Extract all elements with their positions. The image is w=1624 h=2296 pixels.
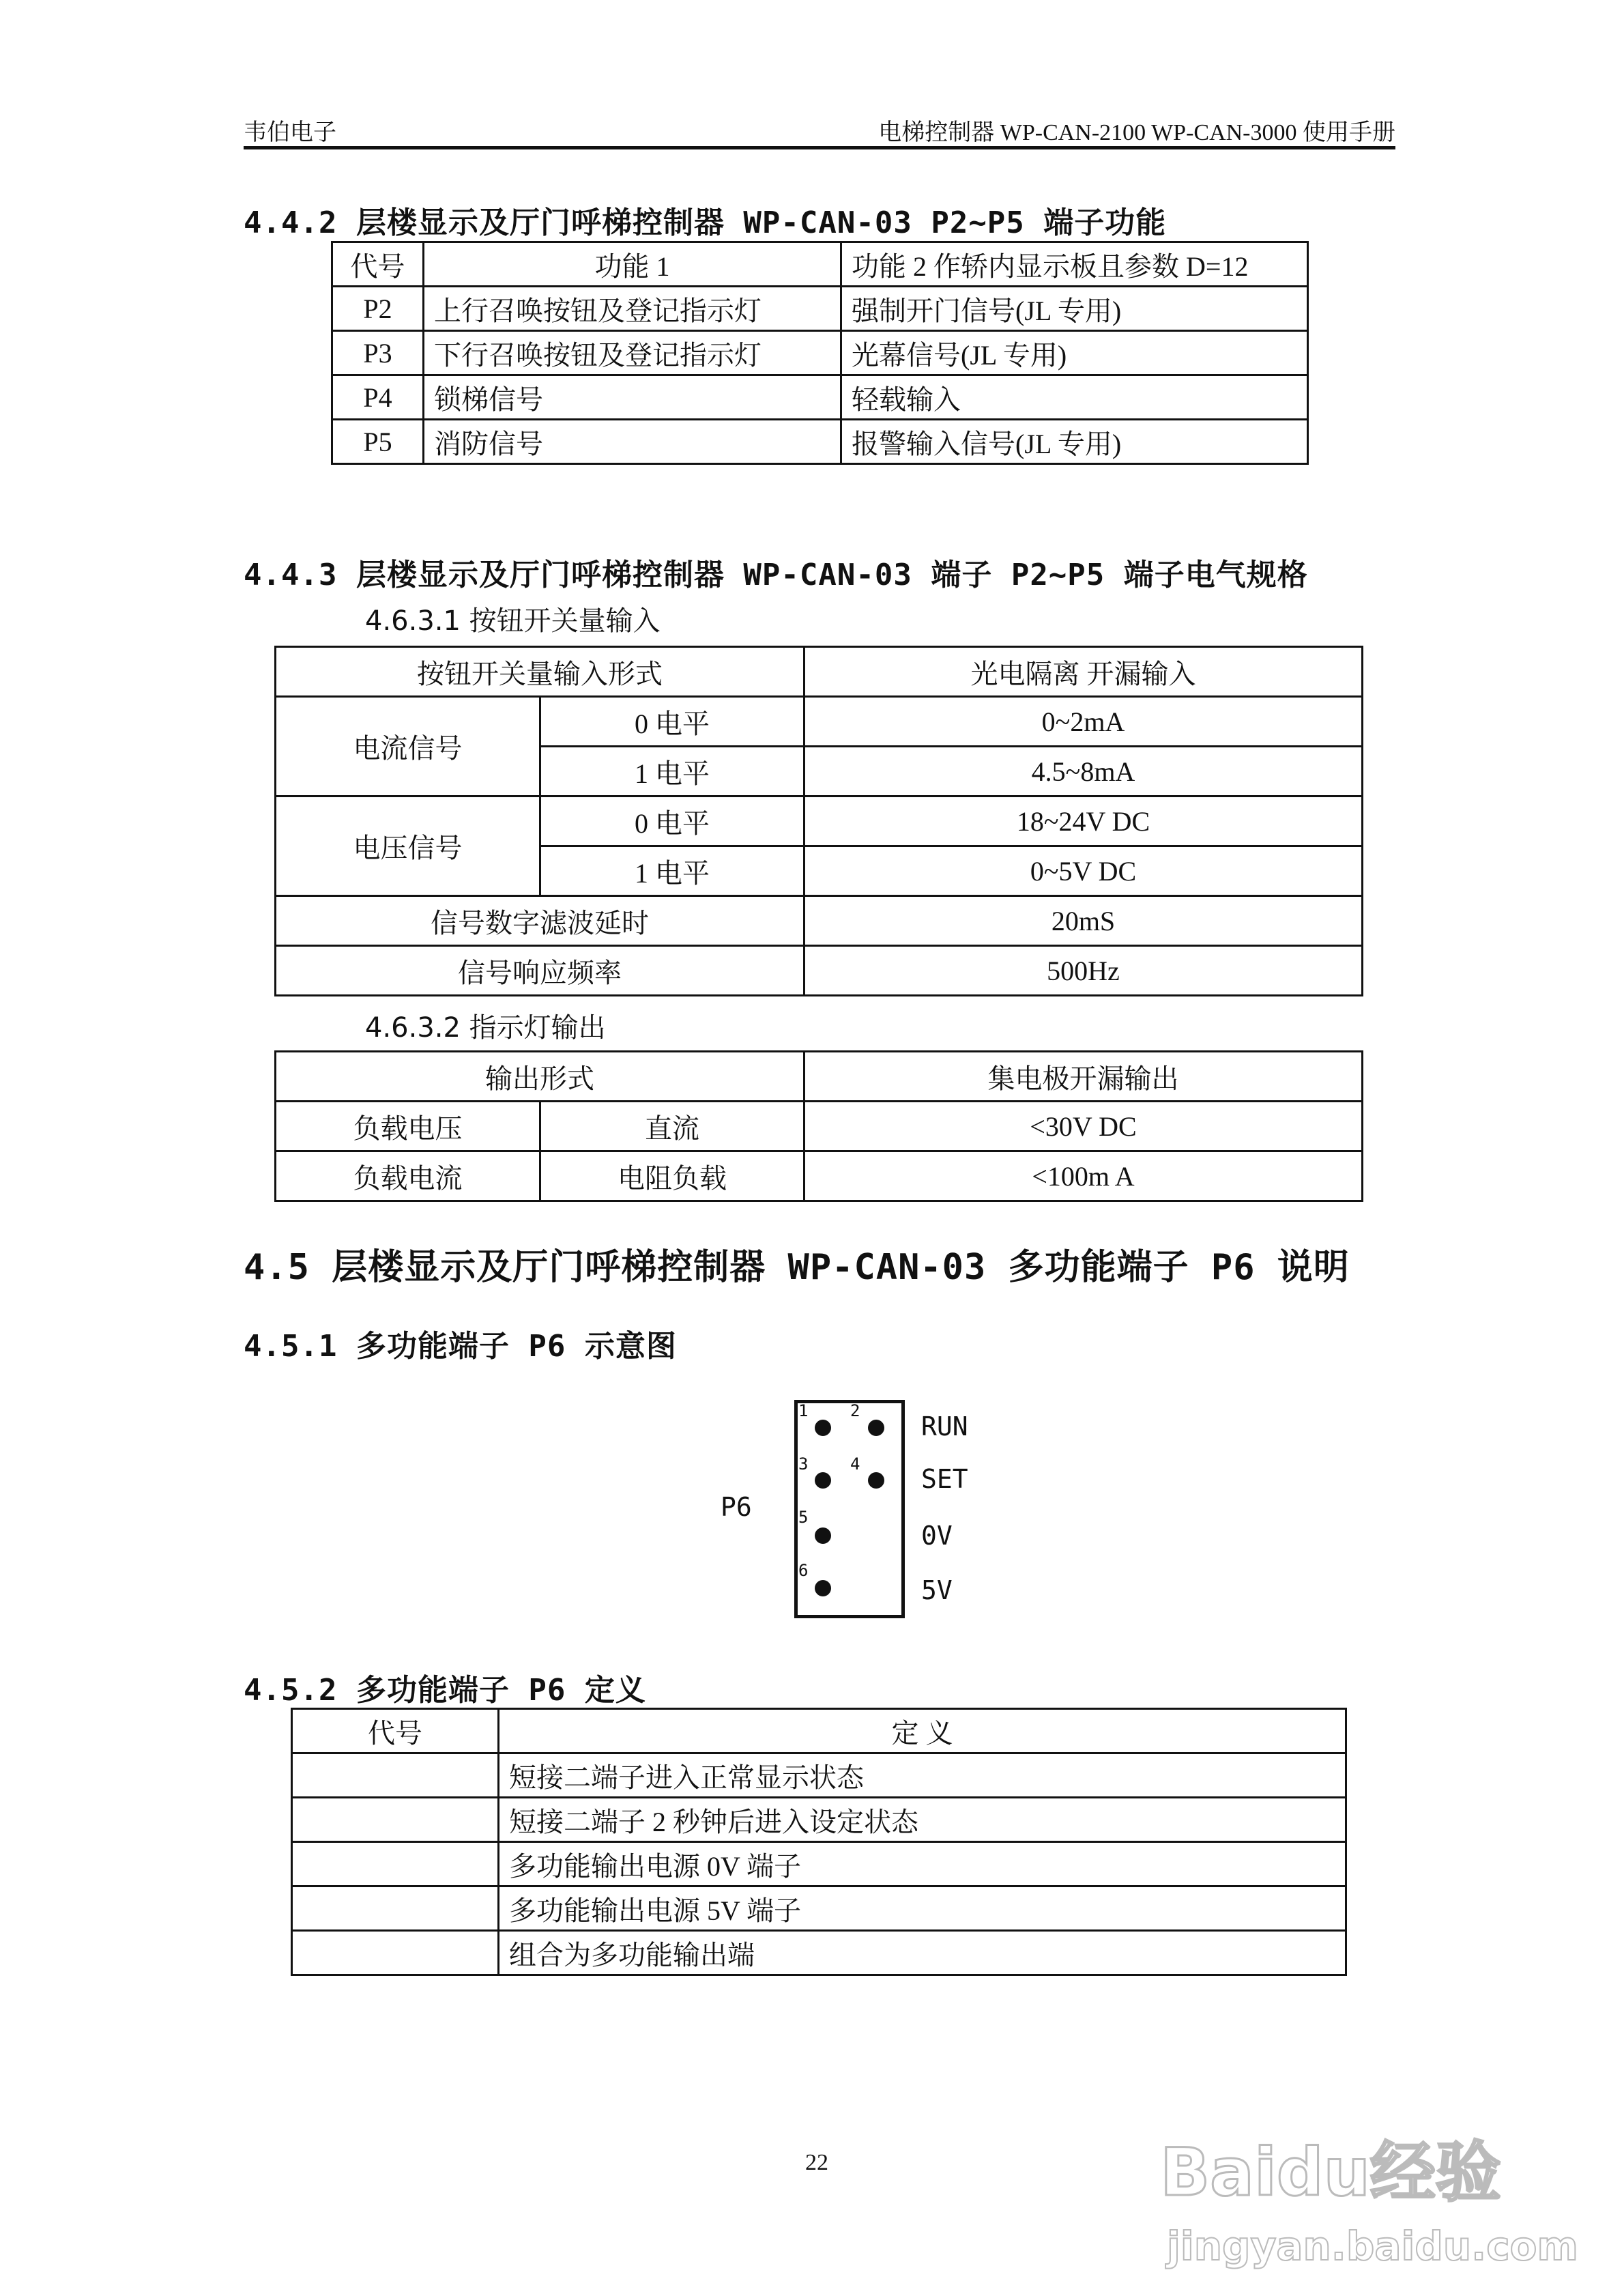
table-row: [292, 1931, 1346, 1975]
cell: 集电极开漏输出: [804, 1052, 1363, 1102]
cell: 轻载输入: [841, 375, 1308, 420]
pin-number: 5: [798, 1508, 809, 1527]
pin-number: 1: [798, 1401, 809, 1420]
baidu-watermark-logo: Baidu经验: [1160, 2134, 1501, 2211]
table-row: [292, 1798, 1346, 1842]
cell: 1 电平: [540, 747, 804, 797]
cell: 信号数字滤波延时: [276, 896, 804, 946]
signal-5v-label: 5V: [921, 1575, 953, 1605]
header-right: 电梯控制器 WP-CAN-2100 WP-CAN-3000 使用手册: [878, 120, 1395, 145]
header-cell: 功能 1: [424, 242, 841, 287]
pin-number: 3: [798, 1454, 809, 1474]
cell: [292, 1842, 499, 1886]
section-4-5-title: 4.5 层楼显示及厅门呼梯控制器 WP-CAN-03 多功能端子 P6 说明: [244, 1247, 1350, 1288]
cell: P5: [332, 420, 424, 464]
table-row: [276, 797, 1363, 846]
table-row: [332, 331, 1308, 375]
cell: 1 电平: [540, 846, 804, 896]
header-cell: 功能 2 作轿内显示板且参数 D=12: [841, 242, 1308, 287]
p6-definition-table: [291, 1708, 1347, 1976]
cell: 18~24V DC: [804, 797, 1363, 846]
table-row: [292, 1753, 1346, 1798]
cell: 电流信号: [276, 697, 540, 797]
cell: 下行召唤按钮及登记指示灯: [424, 331, 841, 375]
cell: 0~2mA: [804, 697, 1363, 747]
cell: [292, 1931, 499, 1975]
cell: 信号响应频率: [276, 946, 804, 996]
table-row: [332, 287, 1308, 331]
pin-3-dot: [815, 1472, 831, 1489]
header-rule: [244, 146, 1395, 149]
signal-set-label: SET: [921, 1464, 968, 1494]
cell: 电压信号: [276, 797, 540, 896]
p2-p5-function-table: [331, 241, 1309, 465]
connector-outline: [794, 1400, 905, 1618]
table-row: [276, 946, 1363, 996]
section-4-5-1-title: 4.5.1 多功能端子 P6 示意图: [244, 1329, 677, 1364]
cell: 上行召唤按钮及登记指示灯: [424, 287, 841, 331]
table-header-row: [292, 1709, 1346, 1753]
cell: <30V DC: [804, 1102, 1363, 1151]
table-row: [292, 1842, 1346, 1886]
header-left: 韦伯电子: [244, 120, 336, 145]
cell: 报警输入信号(JL 专用): [841, 420, 1308, 464]
table-row: [276, 1052, 1363, 1102]
cell: 组合为多功能输出端: [499, 1931, 1346, 1975]
pin-5-dot: [815, 1527, 831, 1544]
table-row: [276, 697, 1363, 747]
cell: [292, 1798, 499, 1842]
pin-2-dot: [868, 1420, 884, 1436]
header-cell: 代号: [332, 242, 424, 287]
cell: P2: [332, 287, 424, 331]
header-cell: 代号: [292, 1709, 499, 1753]
cell: 500Hz: [804, 946, 1363, 996]
cell: 直流: [540, 1102, 804, 1151]
cell: 20mS: [804, 896, 1363, 946]
section-4-4-3-title: 4.4.3 层楼显示及厅门呼梯控制器 WP-CAN-03 端子 P2~P5 端子电气规格: [244, 558, 1308, 592]
indicator-output-spec-table: [274, 1050, 1363, 1202]
cell: 短接二端子 2 秒钟后进入设定状态: [499, 1798, 1346, 1842]
subsection-4-6-3-2: 4.6.3.2 指示灯输出: [365, 1012, 606, 1044]
header-cell: 定 义: [499, 1709, 1346, 1753]
section-4-4-2-title: 4.4.2 层楼显示及厅门呼梯控制器 WP-CAN-03 P2~P5 端子功能: [244, 205, 1167, 240]
cell: 0 电平: [540, 697, 804, 747]
cell: 短接二端子进入正常显示状态: [499, 1753, 1346, 1798]
cell: 0 电平: [540, 797, 804, 846]
cell: 0~5V DC: [804, 846, 1363, 896]
cell: 电阻负载: [540, 1151, 804, 1201]
pin-4-dot: [868, 1472, 884, 1489]
cell: 锁梯信号: [424, 375, 841, 420]
cell: 4.5~8mA: [804, 747, 1363, 797]
cell: <100m A: [804, 1151, 1363, 1201]
cell: [292, 1753, 499, 1798]
cell: 强制开门信号(JL 专用): [841, 287, 1308, 331]
page-number: 22: [805, 2150, 828, 2175]
cell: 输出形式: [276, 1052, 804, 1102]
table-row: [332, 420, 1308, 464]
cell: 消防信号: [424, 420, 841, 464]
cell: P3: [332, 331, 424, 375]
table-row: [332, 375, 1308, 420]
pin-number: 6: [798, 1561, 809, 1580]
cell: 光幕信号(JL 专用): [841, 331, 1308, 375]
table-header-row: [332, 242, 1308, 287]
table-row: [276, 647, 1363, 697]
pin-number: 4: [850, 1454, 860, 1474]
section-4-5-2-title: 4.5.2 多功能端子 P6 定义: [244, 1673, 646, 1708]
cell: P4: [332, 375, 424, 420]
cell: 负载电流: [276, 1151, 540, 1201]
pin-6-dot: [815, 1580, 831, 1596]
cell: 多功能输出电源 0V 端子: [499, 1842, 1346, 1886]
subsection-4-6-3-1: 4.6.3.1 按钮开关量输入: [365, 605, 661, 637]
pin-1-dot: [815, 1420, 831, 1436]
signal-0v-label: 0V: [921, 1521, 953, 1551]
cell: [292, 1886, 499, 1931]
p6-label: P6: [721, 1492, 752, 1522]
table-row: [276, 896, 1363, 946]
signal-run-label: RUN: [921, 1411, 968, 1441]
button-input-spec-table: [274, 646, 1363, 996]
table-row: [292, 1886, 1346, 1931]
cell: 光电隔离 开漏输入: [804, 647, 1363, 697]
cell: 负载电压: [276, 1102, 540, 1151]
pin-number: 2: [850, 1401, 860, 1420]
table-row: [276, 1151, 1363, 1201]
cell: 多功能输出电源 5V 端子: [499, 1886, 1346, 1931]
table-row: [276, 1102, 1363, 1151]
baidu-watermark-url: jingyan.baidu.com: [1167, 2223, 1578, 2269]
cell: 按钮开关量输入形式: [276, 647, 804, 697]
